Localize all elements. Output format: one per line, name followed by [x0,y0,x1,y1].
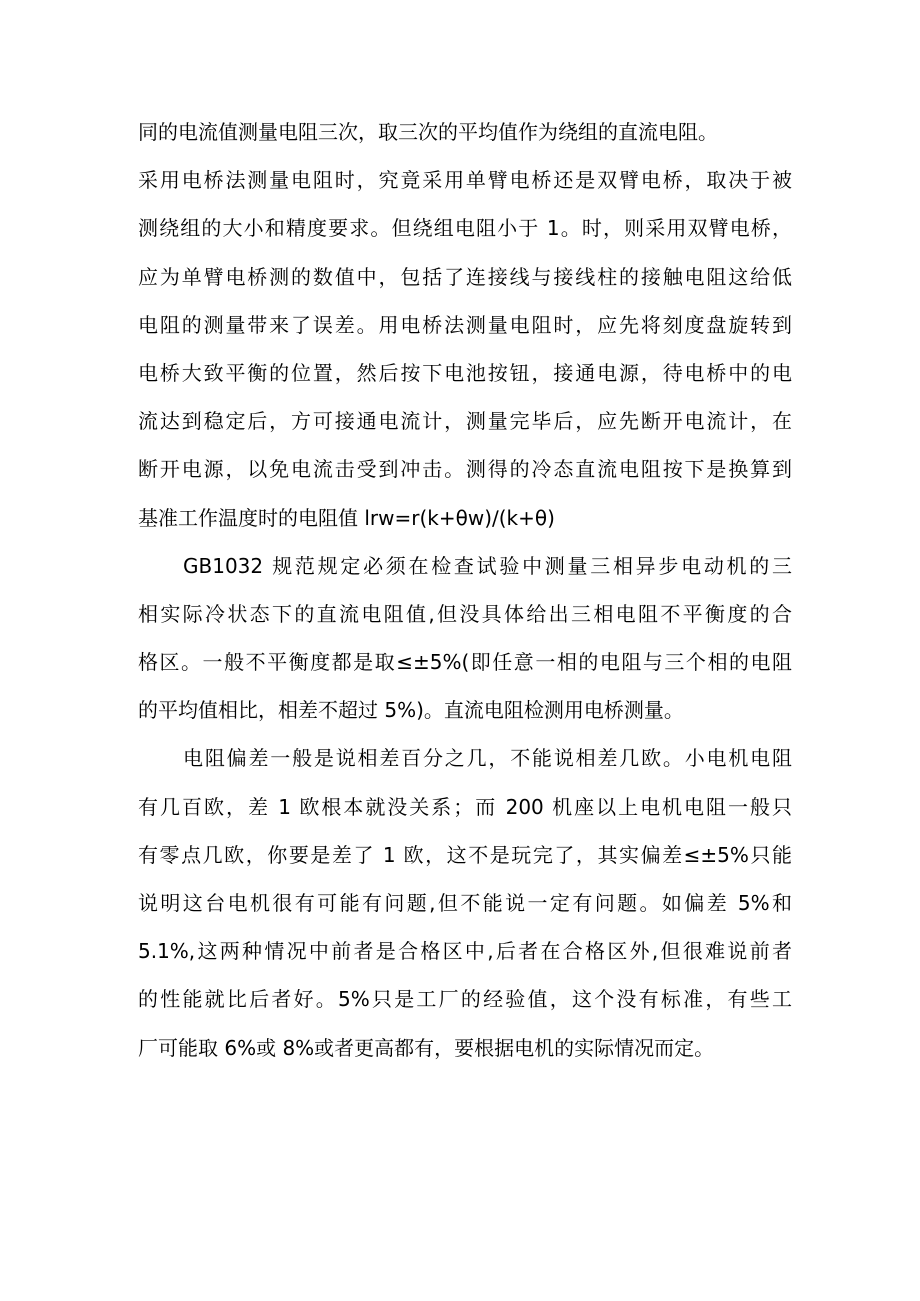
document-body [138,108,792,1072]
text-line: 的平均值相比，相差不超过 5%)。直流电阻检测用电桥测量。 [138,698,684,723]
text-line: 电阻偏差一般是说相差百分之几，不能说相差几欧。小电机电阻 [183,746,792,771]
paragraph-resistance-deviation [138,734,792,1071]
text-line: 同的电流值测量电阻三次，取三次的平均值作为绕组的直流电阻。 [138,120,718,144]
text-line: 的性能就比后者好。5%只是工厂的经验值，这个没有标准，有些工 [138,987,792,1012]
text-line: 流达到稳定后，方可接通电流计，测量完毕后，应先断开电流计，在 [138,409,792,434]
text-line: 电阻的测量带来了误差。用电桥法测量电阻时，应先将刻度盘旋转到 [138,312,792,337]
paragraph-continued [138,108,792,156]
text-line: GB1032 规范规定必须在检查试验中测量三相异步电动机的三 [183,553,792,578]
text-line: 电桥大致平衡的位置，然后按下电池按钮，接通电源，待电桥中的电 [138,360,792,385]
text-line: 相实际冷状态下的直流电阻值,但没具体给出三相电阻不平衡度的合 [138,601,792,626]
text-line: 采用电桥法测量电阻时，究竟采用单臂电桥还是双臂电桥，取决于被 [138,168,792,193]
text-line: 格区。一般不平衡度都是取≤±5%(即任意一相的电阻与三个相的电阻 [138,650,792,675]
paragraph-bridge-method [138,156,792,542]
text-line: 应为单臂电桥测的数值中，包括了连接线与接线柱的接触电阻这给低 [138,264,792,289]
text-line: 说明这台电机很有可能有问题,但不能说一定有问题。如偏差 5%和 [138,891,792,915]
text-line: 测绕组的大小和精度要求。但绕组电阻小于 1。时，则采用双臂电桥， [138,216,792,241]
paragraph-gb1032 [138,542,792,735]
text-line: 基准工作温度时的电阻值 lrw=r(k+θw)∕(k+θ) [138,505,555,530]
text-line: 厂可能取 6%或 8%或者更高都有，要根据电机的实际情况而定。 [138,1035,715,1060]
text-line: 断开电源，以免电流击受到冲击。测得的冷态直流电阻按下是换算到 [138,457,792,482]
text-line: 有零点几欧，你要是差了 1 欧，这不是玩完了，其实偏差≤±5%只能 [138,842,792,867]
text-line: 有几百欧，差 1 欧根本就没关系；而 200 机座以上电机电阻一般只 [138,794,792,819]
text-line: 5.1%,这两种情况中前者是合格区中,后者在合格区外,但很难说前者 [138,939,792,964]
